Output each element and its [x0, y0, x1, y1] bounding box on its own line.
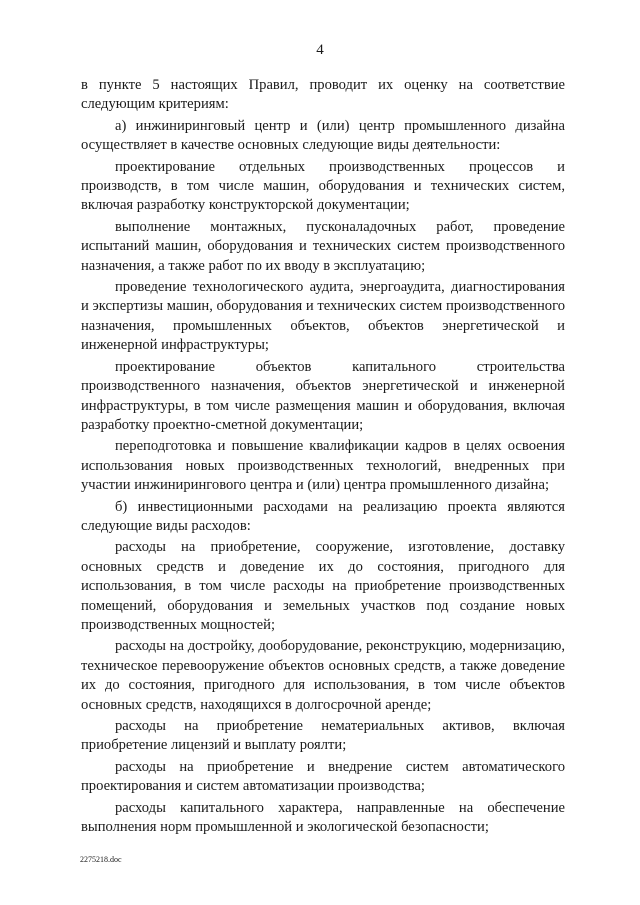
paragraph: проектирование отдельных производственных процессов и производств, в том числе машин, оборудования и технических систем, включая разработку конструкторской документации; [81, 158, 565, 214]
paragraph: в пункте 5 настоящих Правил, проводит их оценку на соответствие следующим критериям: [81, 77, 565, 113]
paragraph: а) инжиниринговый центр и (или) центр промышленного дизайна осуществляет в качестве основных следующие виды деятельности: [81, 117, 565, 154]
paragraph: расходы на приобретение, сооружение, изготовление, доставку основных средств и доведение их до состояния, пригодного для использования, в том числе расходы на приобретение производственных помещений, оборудования и земельных участков под создание новых производственных мощностей; [81, 539, 565, 633]
paragraph: переподготовка и повышение квалификации кадров в целях освоения использования новых производственных технологий, внедренных при участии инжинирингового центра и (или) центра промышленного дизайна; [81, 438, 565, 494]
document-body [81, 76, 565, 839]
paragraph: б) инвестиционными расходами на реализацию проекта являются следующие виды расходов: [81, 498, 565, 534]
paragraph: расходы капитального характера, направленные на обеспечение выполнения норм промышленной и экологической безопасности; [81, 799, 565, 836]
paragraph: проектирование объектов капитального строительства производственного назначения, объектов энергетической и инженерной инфраструктуры, в том числе размещения машин и оборудования, включая разработку проектно-сметной документации; [81, 358, 565, 433]
paragraph: расходы на приобретение нематериальных активов, включая приобретение лицензий и выплату роялти; [81, 718, 565, 754]
file-name-footer: 2275218.doc [80, 855, 122, 864]
paragraph: выполнение монтажных, пусконаладочных работ, проведение испытаний машин, оборудования и технических систем производственного назначения, а также работ по их вводу в эксплуатацию; [81, 218, 565, 274]
paragraph: проведение технологического аудита, энергоаудита, диагностирования и экспертизы машин, оборудования и технических систем производственного назначения, промышленных объектов, объектов энергетической и инженерной инфраструктуры; [81, 279, 565, 354]
paragraph: расходы на достройку, дооборудование, реконструкцию, модернизацию, техническое перевооружение объектов основных средств, а также доведение их до состояния, пригодного для использования, в том числе объектов основных средств, находящихся в долгосрочной аренде; [81, 638, 565, 713]
page-number: 4 [316, 42, 324, 58]
paragraph: расходы на приобретение и внедрение систем автоматического проектирования и систем автоматизации производства; [81, 758, 565, 795]
